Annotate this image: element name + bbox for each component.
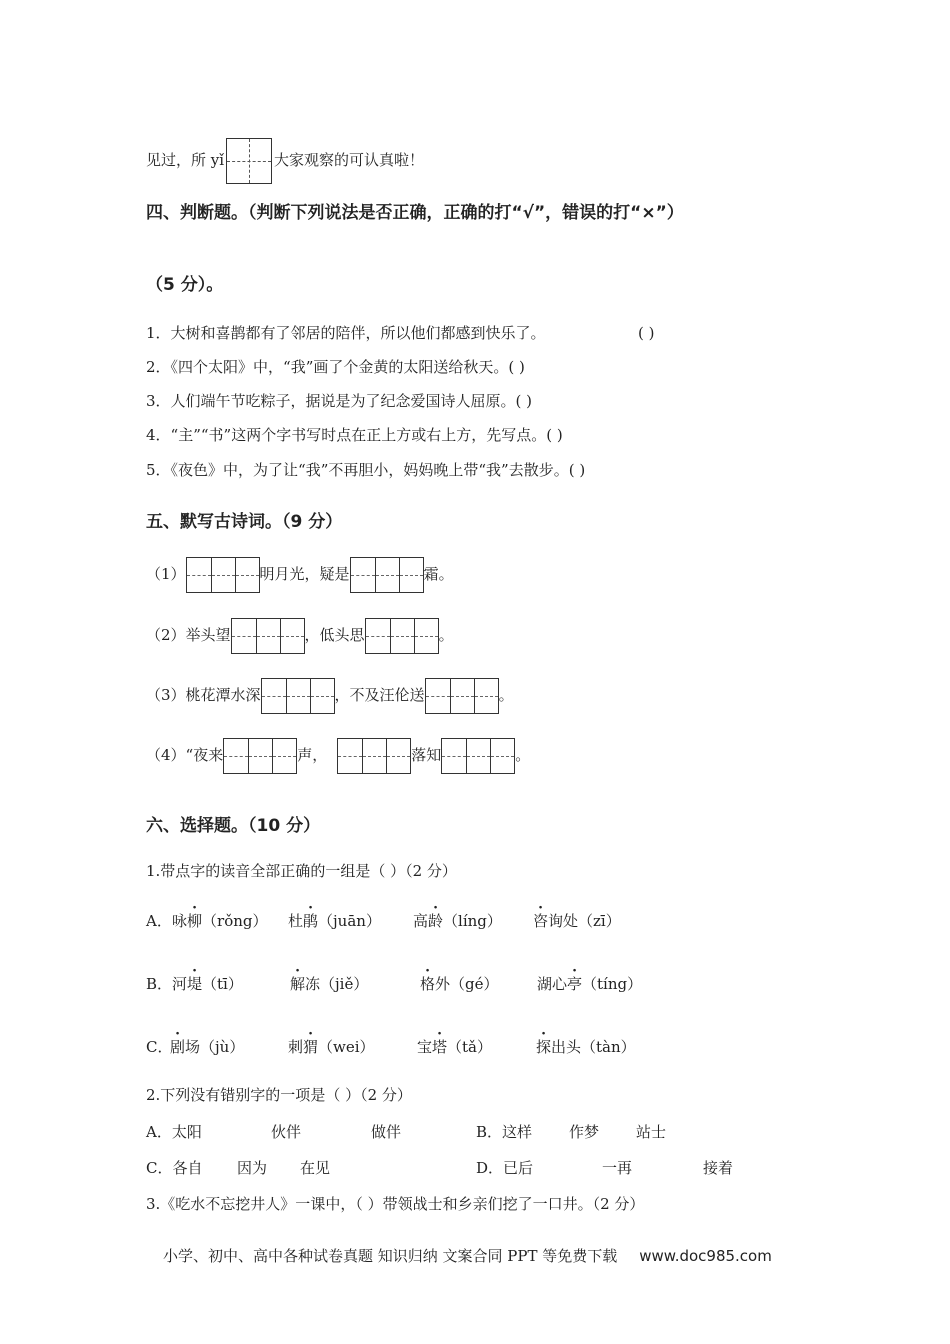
- judge-text: 5．《夜色》中，为了让“我”不再胆小，妈妈晚上带“我”去散步。: [146, 461, 569, 479]
- choice-q3: 3.《吃水不忘挖井人》一课中，（ ）带领战士和乡亲们挖了一口井。（2 分）: [146, 1195, 645, 1213]
- poem-text: 。: [438, 626, 454, 644]
- q1-c-word-3: 宝塔（tǎ）: [417, 1038, 493, 1056]
- judge-item-3: [146, 390, 532, 412]
- section5-title: 五、默写古诗词。（9 分）: [146, 512, 343, 532]
- poem-text: （1）: [146, 565, 186, 583]
- choice-q1: 1.带点字的读音全部正确的一组是（ ）（2 分）: [146, 862, 457, 880]
- q1-c-word-1: 剧场（jù）: [170, 1038, 245, 1056]
- q1-a-word-3: 高龄（líng）: [413, 912, 502, 930]
- poem-text: 。: [515, 746, 531, 764]
- q2-option-a-word-2: 伙伴: [271, 1123, 302, 1141]
- judge-item-5: [146, 459, 585, 481]
- judge-item-4: [146, 424, 563, 446]
- q2-option-b-word-2: 作梦: [569, 1123, 600, 1141]
- poem-line-1: [146, 556, 454, 593]
- answer-grid[interactable]: [441, 738, 515, 774]
- q1-a-word-4: 咨询处（zī）: [533, 912, 621, 930]
- poem-text: ，不及汪伦送: [334, 686, 425, 704]
- poem-text: 声，: [297, 746, 328, 764]
- section6-title: 六、选择题。（10 分）: [146, 816, 321, 836]
- top-line-before: 见过，所 yǐ: [146, 151, 225, 169]
- q2-option-b-word-3: 站士: [636, 1123, 667, 1141]
- judge-text: 2．《四个太阳》中，“我”画了个金黄的太阳送给秋天。: [146, 358, 509, 376]
- poem-text: （4）“夜来: [146, 746, 224, 764]
- q2-option-a[interactable]: A．太阳: [146, 1123, 202, 1141]
- answer-grid[interactable]: [350, 557, 424, 593]
- footer-text: 小学、初中、高中各种试卷真题 知识归纳 文案合同 PPT 等免费下载: [163, 1247, 618, 1265]
- answer-bracket[interactable]: ( ): [546, 426, 563, 444]
- q2-option-c[interactable]: C．各自: [146, 1159, 203, 1177]
- q1-b-word-1: 河堤（tī）: [172, 975, 243, 993]
- poem-text: （2）举头望: [146, 626, 231, 644]
- q2-option-d-word-3: 接着: [703, 1159, 734, 1177]
- page-footer: [163, 1245, 772, 1266]
- poem-text: （3）桃花潭水深: [146, 686, 261, 704]
- footer-url[interactable]: www.doc985.com: [639, 1247, 772, 1265]
- poem-line-2: [146, 617, 454, 654]
- answer-grid[interactable]: [186, 557, 260, 593]
- answer-bracket[interactable]: ( ): [508, 358, 525, 376]
- answer-grid[interactable]: [337, 738, 411, 774]
- poem-line-4: [146, 737, 530, 774]
- judge-item-1: [146, 322, 655, 344]
- poem-text: 明月光，疑是: [259, 565, 350, 583]
- poem-text: 。: [498, 686, 514, 704]
- answer-grid[interactable]: [365, 618, 439, 654]
- q2-option-b[interactable]: B．这样: [476, 1123, 533, 1141]
- choice-q2: 2.下列没有错别字的一项是（ ）（2 分）: [146, 1086, 412, 1104]
- q1-a-word-1: 咏柳（rǒng）: [172, 912, 268, 930]
- poem-text: 霜。: [423, 565, 454, 583]
- q1-option-a-label[interactable]: A．: [146, 912, 172, 930]
- q1-a-word-2: 杜鹃（juān）: [288, 912, 381, 930]
- q1-b-word-3: 格外（gé）: [420, 975, 499, 993]
- q2-option-c-word-2: 因为: [237, 1159, 268, 1177]
- poem-line-3: [146, 677, 514, 714]
- judge-text: 1．大树和喜鹊都有了邻居的陪伴，所以他们都感到快乐了。: [146, 324, 546, 342]
- q1-b-word-2: 解冻（jiě）: [290, 975, 369, 993]
- top-line: [146, 138, 424, 184]
- judge-text: 4．“主”“书”这两个字书写时点在正上方或右上方，先写点。: [146, 426, 547, 444]
- tianzi-grid[interactable]: [226, 138, 272, 184]
- q1-option-c-label[interactable]: C．: [146, 1038, 173, 1056]
- q2-option-c-word-3: 在见: [300, 1159, 331, 1177]
- q1-c-word-2: 刺猬（wei）: [288, 1038, 375, 1056]
- answer-grid[interactable]: [223, 738, 297, 774]
- answer-bracket[interactable]: ( ): [568, 461, 586, 479]
- answer-grid[interactable]: [261, 678, 335, 714]
- poem-text: ，低头思: [304, 626, 365, 644]
- section4-title: 四、判断题。（判断下列说法是否正确，正确的打“√”，错误的打“×”）: [146, 203, 684, 223]
- top-line-after: 大家观察的可认真啦！: [274, 151, 425, 169]
- judge-text: 3．人们端午节吃粽子，据说是为了纪念爱国诗人屈原。: [146, 392, 516, 410]
- answer-bracket[interactable]: ( ): [515, 392, 533, 410]
- q2-option-d[interactable]: D．已后: [476, 1159, 534, 1177]
- section4-score: （5 分）。: [146, 275, 224, 295]
- q1-b-word-4: 湖心亭（tíng）: [537, 975, 643, 993]
- judge-item-2: [146, 356, 525, 378]
- q1-c-word-4: 探出头（tàn）: [536, 1038, 636, 1056]
- q1-option-b-label[interactable]: B．: [146, 975, 173, 993]
- answer-grid[interactable]: [231, 618, 305, 654]
- answer-bracket[interactable]: ( ): [638, 324, 655, 342]
- q2-option-d-word-2: 一再: [602, 1159, 633, 1177]
- q2-option-a-word-3: 做伴: [371, 1123, 402, 1141]
- poem-text: 落知: [411, 746, 442, 764]
- answer-grid[interactable]: [425, 678, 499, 714]
